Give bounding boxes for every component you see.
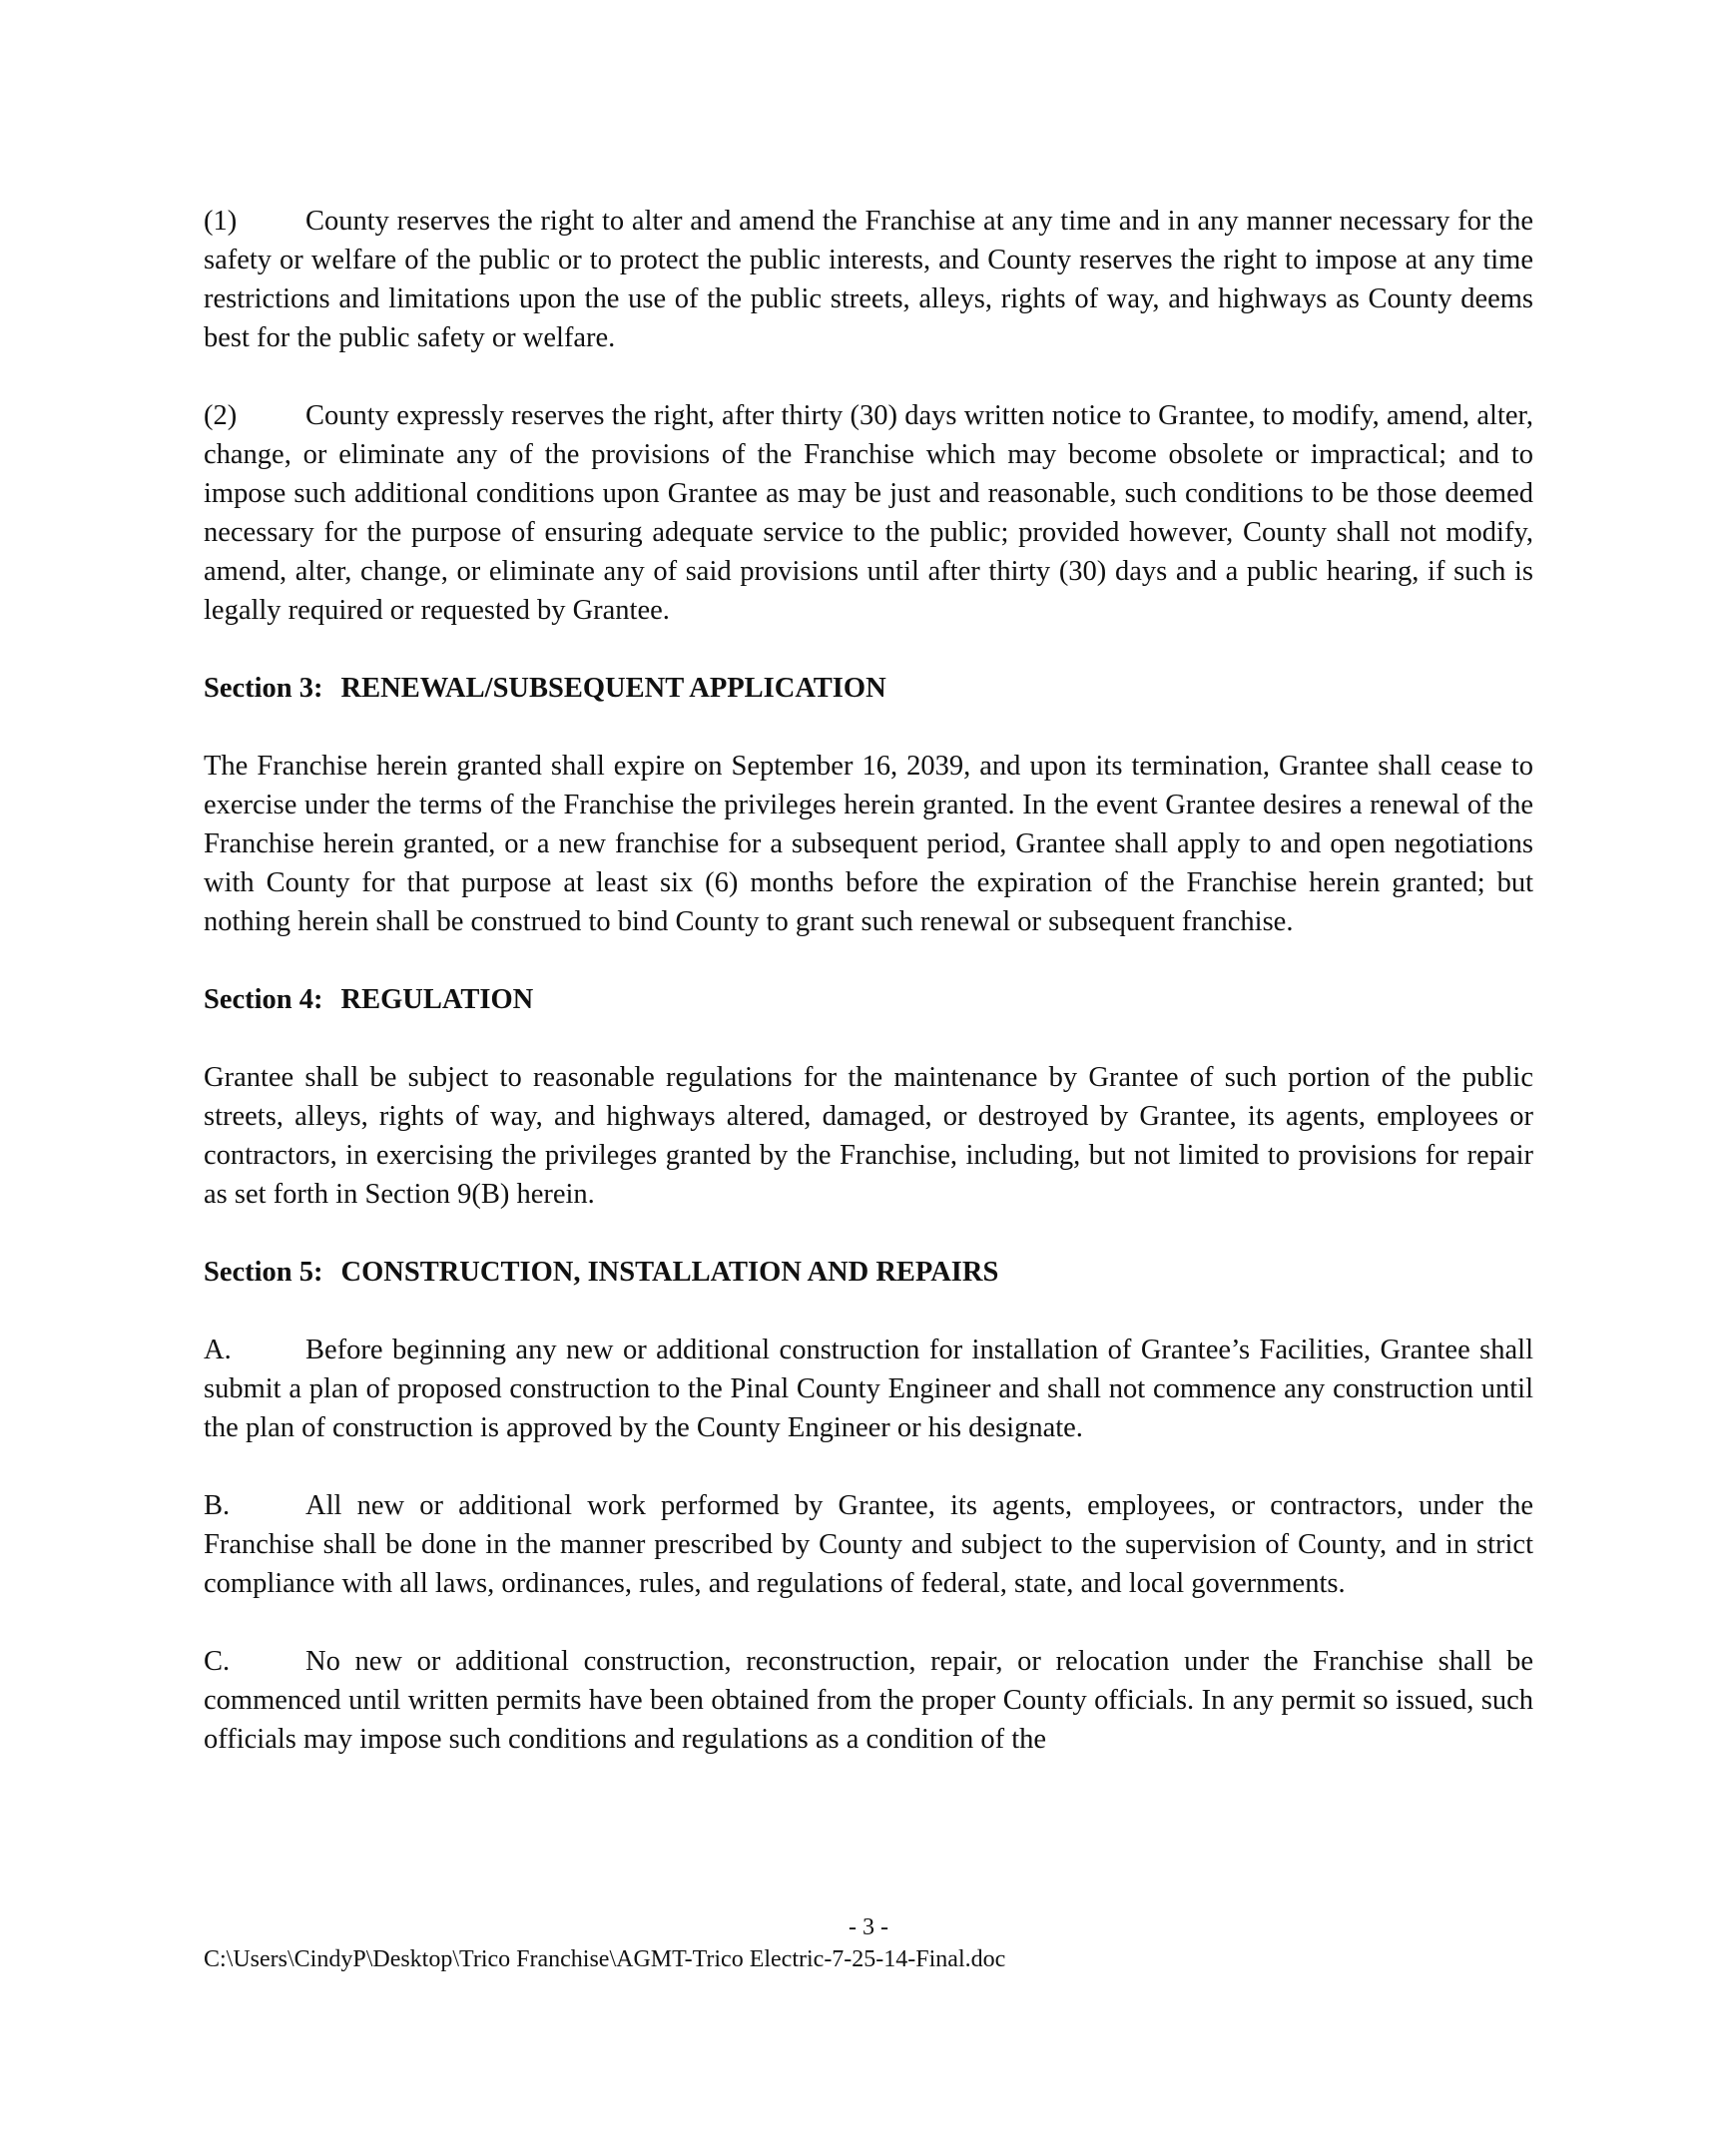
item-c-letter: C. bbox=[204, 1646, 231, 1677]
section-5-title: CONSTRUCTION, INSTALLATION AND REPAIRS bbox=[340, 1257, 999, 1288]
paragraph-1-number: (1) bbox=[204, 206, 238, 237]
section-5-heading bbox=[204, 1253, 1533, 1292]
section-5-item-a bbox=[204, 1331, 1533, 1447]
section-5-item-b bbox=[204, 1486, 1533, 1603]
paragraph-2-text: County expressly reserves the right, after thirty (30) days written notice to Grantee, to modify, amend, alter, change, or eliminate any of the provisions of the Franchise which may become obsolete or impractical; and to impose such additional conditions upon Grantee as may be just and reasonable, such conditions to be those deemed necessary for the purpose of ensuring adequate service to the public; provided however, County shall not modify, amend, alter, change, or eliminate any of said provisions until after thirty (30) days and a public hearing, if such is legally required or requested by Grantee. bbox=[204, 400, 1533, 626]
section-5-item-c bbox=[204, 1642, 1533, 1759]
section-3-title: RENEWAL/SUBSEQUENT APPLICATION bbox=[340, 673, 886, 704]
item-c-text: No new or additional construction, reconstruction, repair, or relocation under the Franchise shall be commenced until written permits have been obtained from the proper County officials. In any permit so issued, such officials may impose such conditions and regulations as a condition of the bbox=[204, 1646, 1533, 1755]
section-5-label: Section 5: bbox=[204, 1257, 323, 1288]
paragraph-1-text: County reserves the right to alter and amend the Franchise at any time and in any manner necessary for the safety or welfare of the public or to protect the public interests, and County reserves the right to impose at any time restrictions and limitations upon the use of the public streets, alleys, rights of way, and highways as County deems best for the public safety or welfare. bbox=[204, 206, 1533, 353]
item-a-text: Before beginning any new or additional construction for installation of Grantee’s Facilities, Grantee shall submit a plan of proposed construction to the Pinal County Engineer and shall not commence any construction until the plan of construction is approved by the County Engineer or his designate. bbox=[204, 1335, 1533, 1443]
item-b-letter: B. bbox=[204, 1490, 231, 1521]
section-3-label: Section 3: bbox=[204, 673, 323, 704]
item-a-letter: A. bbox=[204, 1335, 232, 1365]
section-4-body: Grantee shall be subject to reasonable regulations for the maintenance by Grantee of such portion of the public streets, alleys, rights of way, and highways altered, damaged, or destroyed by Grantee, its agents, employees or contractors, in exercising the privileges granted by the Franchise, including, but not limited to provisions for repair as set forth in Section 9(B) herein. bbox=[204, 1062, 1533, 1210]
paragraph-1 bbox=[204, 202, 1533, 357]
item-b-text: All new or additional work performed by Grantee, its agents, employees, or contractors, under the Franchise shall be done in the manner prescribed by County and subject to the supervision of County, and in strict compliance with all laws, ordinances, rules, and regulations of federal, state, and local governments. bbox=[204, 1490, 1533, 1599]
section-3-heading bbox=[204, 669, 1533, 708]
section-4-heading bbox=[204, 980, 1533, 1019]
footer-file-path: C:\Users\CindyP\Desktop\Trico Franchise\AGMT-Trico Electric-7-25-14-Final.doc bbox=[204, 1946, 1006, 1972]
paragraph-2-number: (2) bbox=[204, 400, 238, 431]
document-page bbox=[204, 202, 1533, 1972]
section-4-title: REGULATION bbox=[340, 984, 534, 1015]
page-number: - 3 - bbox=[849, 1914, 888, 1940]
paragraph-2 bbox=[204, 396, 1533, 630]
section-3-body: The Franchise herein granted shall expire on September 16, 2039, and upon its termination, Grantee shall cease to exercise under the terms of the Franchise the privileges herein granted. In the event Grantee desires a renewal of the Franchise herein granted, or a new franchise for a subsequent period, Grantee shall apply to and open negotiations with County for that purpose at least six (6) months before the expiration of the Franchise herein granted; but nothing herein shall be construed to bind County to grant such renewal or subsequent franchise. bbox=[204, 751, 1533, 937]
section-4-label: Section 4: bbox=[204, 984, 323, 1015]
